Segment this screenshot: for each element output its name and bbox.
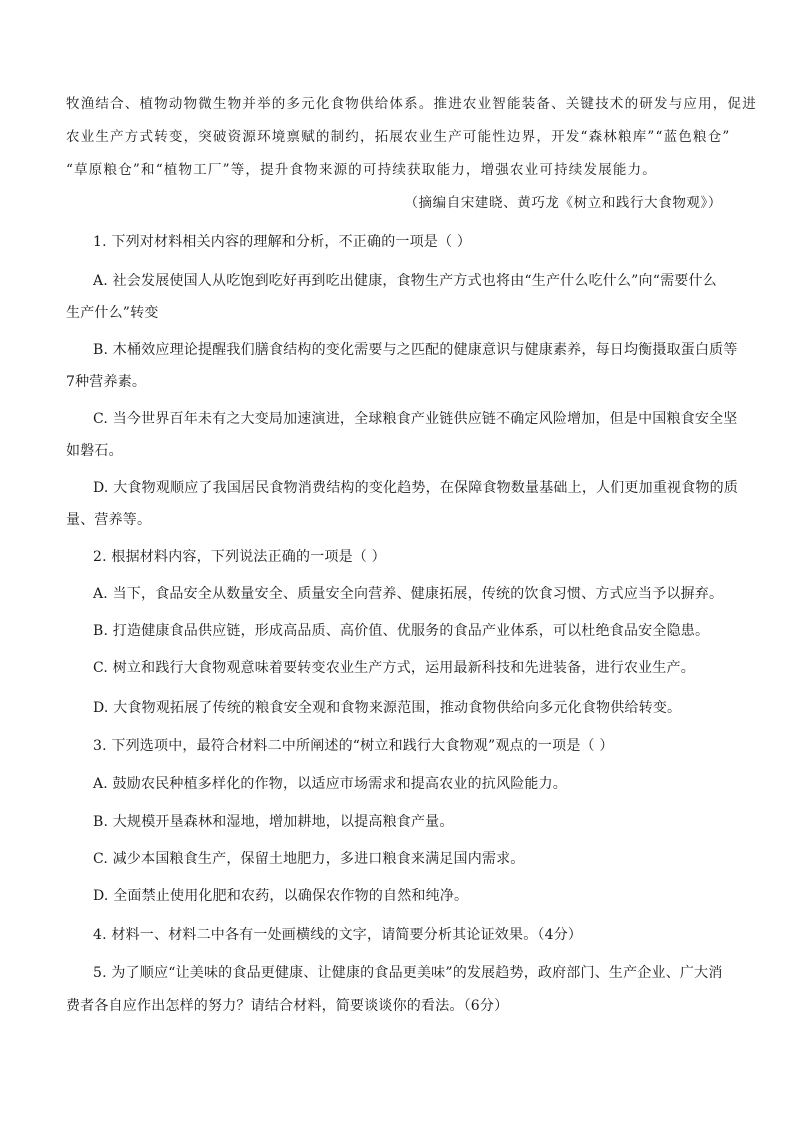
question-4-stem: 4. 材料一、材料二中各有一处画横线的文字，请简要分析其论证效果。（4分） [93,927,583,943]
question-1-option-d-line-2: 量、营养等。 [66,512,152,528]
question-3-stem: 3. 下列选项中，最符合材料二中所阐述的“树立和践行大食物观”观点的一项是（ ） [93,738,614,754]
question-2-option-b: B. 打造健康食品供应链，形成高品质、高价值、优服务的食品产业体系，可以杜绝食品安全隐患。 [93,623,710,639]
question-1-option-c-line-2: 如磐石。 [66,443,123,459]
question-2-option-d: D. 大食物观拓展了传统的粮食安全观和食物来源范围，推动食物供给向多元化食物供给转变。 [93,700,682,716]
question-1-option-b-line-2: 7种营养素。 [66,374,147,390]
question-3-option-c: C. 减少本国粮食生产，保留土地肥力，多进口粮食来满足国内需求。 [93,851,525,867]
question-2-option-a: A. 当下，食品安全从数量安全、质量安全向营养、健康拓展，传统的饮食习惯、方式应当予以摒弃。 [93,586,724,602]
question-3-option-a: A. 鼓励农民种植多样化的作物，以适应市场需求和提高农业的抗风险能力。 [93,776,568,792]
question-1-option-d-line-1: D. 大食物观顺应了我国居民食物消费结构的变化趋势，在保障食物数量基础上，人们更加重视食物的质 [93,480,739,496]
question-3-option-b: B. 大规模开垦森林和湿地，增加耕地，以提高粮食产量。 [93,814,454,830]
passage-line-2: 农业生产方式转变，突破资源环境禀赋的制约，拓展农业生产可能性边界，开发“森林粮库”“蓝色粮仓” [66,129,731,145]
question-3-option-d: D. 全面禁止使用化肥和农药，以确保农作物的自然和纯净。 [93,888,469,904]
passage-source: （摘编自宋建晓、黄巧龙《树立和践行大食物观》） [404,195,722,211]
question-5-stem-line-1: 5. 为了顺应“让美味的食品更健康、让健康的食品更美味”的发展趋势，政府部门、生产企业、广大消 [93,965,723,981]
question-2-stem: 2. 根据材料内容，下列说法正确的一项是（ ） [93,549,386,565]
passage-line-3: “草原粮仓”和“植物工厂”等，提升食物来源的可持续获取能力，增强农业可持续发展能力。 [66,162,658,178]
question-1-stem: 1. 下列对材料相关内容的理解和分析，不正确的一项是（ ） [93,234,472,250]
question-1-option-b-line-1: B. 木桶效应理论提醒我们膳食结构的变化需要与之匹配的健康意识与健康素养，每日均衡摄取蛋白质等 [93,342,738,358]
question-5-stem-line-2: 费者各自应作出怎样的努力？请结合材料，简要谈谈你的看法。（6分） [66,998,509,1014]
question-2-option-c: C. 树立和践行大食物观意味着要转变农业生产方式，运用最新科技和先进装备，进行农业生产。 [93,660,695,676]
question-1-option-c-line-1: C. 当今世界百年未有之大变局加速演进，全球粮食产业链供应链不确定风险增加，但是中国粮食安全坚 [93,411,738,427]
passage-line-1: 牧渔结合、植物动物微生物并举的多元化食物供给体系。推进农业智能装备、关键技术的研发与应用，促进 [66,96,757,112]
question-1-option-a-line-1: A. 社会发展使国人从吃饱到吃好再到吃出健康，食物生产方式也将由“生产什么吃什么”向“需要什么 [93,273,717,289]
question-1-option-a-line-2: 生产什么”转变 [66,305,159,321]
